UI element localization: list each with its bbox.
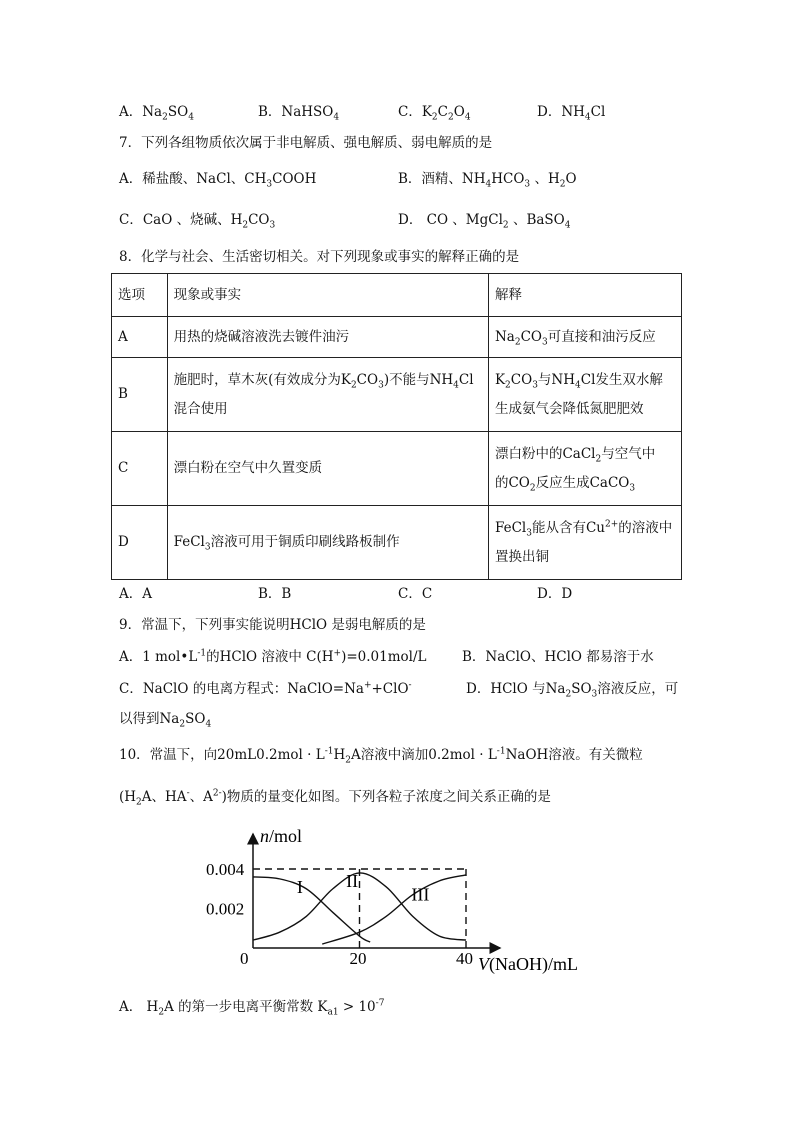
series-label-III: III	[411, 884, 430, 905]
q8-option-c: C．C	[398, 586, 433, 602]
q10-chart	[190, 822, 610, 992]
q10-stem-line1: 10．常温下，向$20mL0.2mol \cdot L^{-1}H_2A$溶液中滴加$0.2mol \cdot L^{-1}NaOH$溶液。有关微粒	[119, 746, 643, 766]
q6-option-c: C．$K_2C_2O_4$	[398, 104, 471, 123]
row-explanation: FeCl$_3$能从含有$Cu^{2+}$的溶液中 置换出铜	[488, 506, 681, 580]
q9-option-d: D．HClO 与$Na_2SO_3$溶液反应，可	[466, 681, 679, 700]
q9-option-d-cont: 以得到$Na_2SO_4$	[119, 711, 212, 730]
y-tick-label: 0.002	[206, 899, 245, 919]
table-row	[112, 358, 682, 432]
table-header-fact: 现象或事实	[167, 274, 488, 317]
q8-option-b: B．B	[258, 586, 292, 602]
table-header-explanation: 解释	[488, 274, 681, 317]
row-option: A	[112, 317, 168, 358]
row-explanation: $K_2CO_3$与$NH_4Cl$发生双水解 生成氨气会降低氮肥肥效	[488, 358, 681, 432]
row-option: D	[112, 506, 168, 580]
table-header-option: 选项	[112, 274, 168, 317]
row-fact: FeCl$_3$溶液可用于铜质印刷线路板制作	[167, 506, 488, 580]
q8-stem: 8．化学与社会、生活密切相关。对下列现象或事实的解释正确的是	[119, 249, 520, 265]
q8-option-a: A．A	[119, 586, 152, 602]
x-axis-label: V(NaOH)/mL	[478, 954, 578, 974]
q6-option-d: D．$NH_4Cl$	[537, 104, 606, 123]
q10-option-a: A． $H_2A$ 的第一步电离平衡常数 $K_{a1} > 10^{-7}$	[119, 998, 385, 1018]
q7-option-c: C．CaO 、烧碱、$H_2CO_3$	[119, 212, 276, 231]
q6-option-a: A．$Na_2SO_4$	[119, 104, 194, 123]
row-fact: 施肥时，草木灰(有效成分为$K_2CO_3$)不能与$NH_4Cl$ 混合使用	[167, 358, 488, 432]
series-label-II: II	[346, 870, 359, 891]
row-explanation: $Na_2CO_3$可直接和油污反应	[488, 317, 681, 358]
row-explanation: 漂白粉中的CaCl$_2$与空气中 的$CO_2$反应生成CaCO$_3$	[488, 432, 681, 506]
y-axis-label: n/mol	[260, 826, 303, 846]
q8-option-d: D．D	[537, 586, 573, 602]
origin-label: 0	[240, 949, 249, 968]
table-row	[112, 432, 682, 506]
q7-stem: 7．下列各组物质依次属于非电解质、强电解质、弱电解质的是	[119, 135, 493, 151]
chart-axes	[253, 834, 500, 948]
series-curve-III	[322, 875, 466, 944]
series-label-I: I	[296, 876, 303, 897]
q9-option-b: B．NaClO、HClO 都易溶于水	[462, 649, 654, 665]
y-tick-label: 0.004	[206, 860, 245, 879]
q8-table	[111, 273, 682, 580]
q7-option-d: D． CO 、MgCl$_2$ 、BaSO$_4$	[398, 212, 571, 231]
row-option: C	[112, 432, 168, 506]
q10-stem-line2: ($H_2A$、HA-、$A^{2-}$)物质的量变化如图。下列各粒子浓度之间关系正确的是	[119, 788, 551, 808]
row-fact: 漂白粉在空气中久置变质	[167, 432, 488, 506]
q9-stem: 9．常温下，下列事实能说明HClO 是弱电解质的是	[119, 617, 426, 633]
q9-option-c: C．NaClO 的电离方程式：NaClO=Na++ClO-	[119, 680, 412, 697]
q9-option-a: A．1 $mol•L^{-1}$的HClO 溶液中 C(H+)=0.01mol/L	[119, 648, 427, 665]
x-tick-label: 40	[456, 949, 473, 968]
q6-option-b: B．NaHSO$_4$	[258, 104, 340, 123]
row-option: B	[112, 358, 168, 432]
q7-option-b: B．酒精、$NH_4HCO_3$ 、$H_2O$	[398, 171, 577, 190]
table-row	[112, 317, 682, 358]
x-tick-label: 20	[349, 949, 367, 968]
table-row	[112, 506, 682, 580]
row-fact: 用热的烧碱溶液洗去镀件油污	[167, 317, 488, 358]
q7-option-a: A．稀盐酸、NaCl、$CH_3COOH$	[119, 171, 317, 190]
